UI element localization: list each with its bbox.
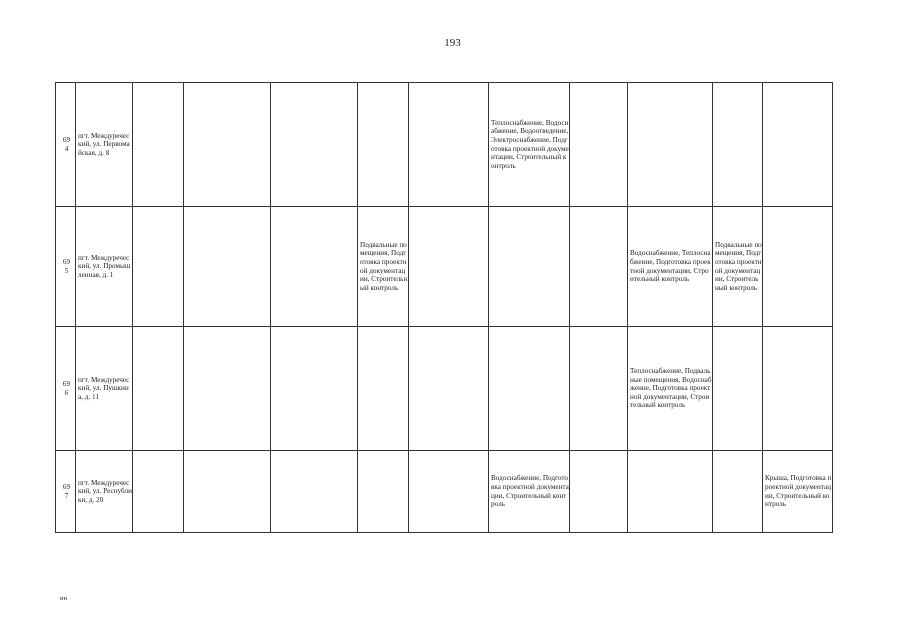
work-cell xyxy=(570,83,628,207)
work-cell xyxy=(358,327,409,451)
work-cell: Теплоснабжение, Подвальные помещения, Водоснабжение, Подготовка проектной документации, Строительный контроль xyxy=(628,327,713,451)
table-row xyxy=(56,327,833,451)
work-cell xyxy=(570,207,628,327)
work-cell: Подвальные помещения, Подготовка проектной документации, Строительный контроль xyxy=(358,207,409,327)
work-cell xyxy=(271,451,358,533)
table-row xyxy=(56,83,833,207)
works-table xyxy=(55,82,833,533)
work-cell: Водоснабжение, Теплоснабжение, Подготовка проектной документации, Строительный контроль xyxy=(628,207,713,327)
work-cell xyxy=(713,83,763,207)
work-cell xyxy=(358,83,409,207)
work-cell xyxy=(409,207,489,327)
address-cell: пгт. Междуречеcкий, ул. Первомайская, д. 8 xyxy=(76,83,133,207)
work-cell xyxy=(570,451,628,533)
table-row xyxy=(56,451,833,533)
row-number: 69 4 xyxy=(56,83,76,207)
work-cell xyxy=(409,451,489,533)
work-cell: Подвальные помещения, Подготовка проектной документации, Строительный контроль xyxy=(713,207,763,327)
work-cell xyxy=(133,83,184,207)
work-cell xyxy=(713,451,763,533)
row-number: 69 6 xyxy=(56,327,76,451)
work-cell xyxy=(763,207,833,327)
work-cell xyxy=(763,83,833,207)
address-cell: пгт. Междуречеcкий, ул. Промышленная, д. 1 xyxy=(76,207,133,327)
address-cell: пгт. Междуречеcкий, ул. Пушкина, д. 11 xyxy=(76,327,133,451)
work-cell xyxy=(713,327,763,451)
work-cell xyxy=(570,327,628,451)
work-cell xyxy=(271,207,358,327)
work-cell xyxy=(184,207,271,327)
work-cell xyxy=(133,207,184,327)
work-cell xyxy=(409,327,489,451)
work-cell xyxy=(489,327,570,451)
work-cell xyxy=(763,327,833,451)
table-row xyxy=(56,207,833,327)
row-number: 69 5 xyxy=(56,207,76,327)
work-cell xyxy=(184,327,271,451)
work-cell xyxy=(184,451,271,533)
work-cell xyxy=(489,207,570,327)
work-cell: Водоснабжение, Подготовка проектной документации, Строительный контроль xyxy=(489,451,570,533)
work-cell xyxy=(271,327,358,451)
address-cell: пгт. Междуречеcкий, ул. Республики, д. 20 xyxy=(76,451,133,533)
work-cell xyxy=(358,451,409,533)
work-cell xyxy=(409,83,489,207)
work-cell xyxy=(628,83,713,207)
work-cell xyxy=(271,83,358,207)
work-cell xyxy=(628,451,713,533)
footer-mark: нн xyxy=(60,595,67,602)
work-cell: Крыша, Подготовка проектной документации, Строительный контроль xyxy=(763,451,833,533)
work-cell: Теплоснабжение, Водоснабжение, Водоотведение, Электроснабжение, Подготовка проектной документации, Строительный контроль xyxy=(489,83,570,207)
page-number: 193 xyxy=(444,37,461,49)
work-cell xyxy=(133,451,184,533)
work-cell xyxy=(133,327,184,451)
row-number: 69 7 xyxy=(56,451,76,533)
work-cell xyxy=(184,83,271,207)
